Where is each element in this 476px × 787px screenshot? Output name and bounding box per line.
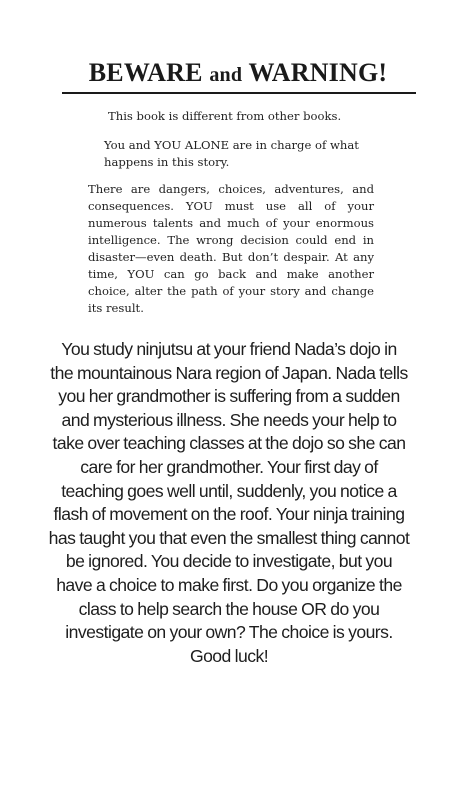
story-paragraph: You study ninjutsu at your friend Nada’s dojo in the mountainous Nara region of Japan. Nada tells you her grandmother is suffering from a sudden and mysterious illness. She needs your help to take over teaching classes at the dojo so she can care for her grandmother. Your first day of teaching goes well until, suddenly, you notice a flash of movement on the roof. Your ninja training has taught you that even the smallest thing cannot be ignored. You decide to investigate, but you have a choice to make first. Do you organize the class to help search the house OR do you investigate on your own? The choice is yours. Good luck!	[48, 339, 410, 666]
title-beware: BEWARE	[88, 58, 203, 87]
title-warning: WARNING!	[248, 58, 388, 87]
intro-paragraph-1: This book is different from other books.	[108, 109, 342, 123]
intro-paragraph-2: You and YOU ALONE are in charge of what happens in this story.	[104, 138, 359, 169]
title-underline	[62, 92, 416, 94]
page-title	[60, 56, 416, 92]
title-and: and	[209, 64, 243, 86]
intro-paragraph-3: There are dangers, choices, adventures, and consequences. YOU must use all of your numerous talents and much of your enormous intelligence. The wrong decision could end in disaster—even death. But don’t despair. At any time, YOU can go back and make another choice, alter the path of your story and change its result.	[88, 182, 374, 315]
